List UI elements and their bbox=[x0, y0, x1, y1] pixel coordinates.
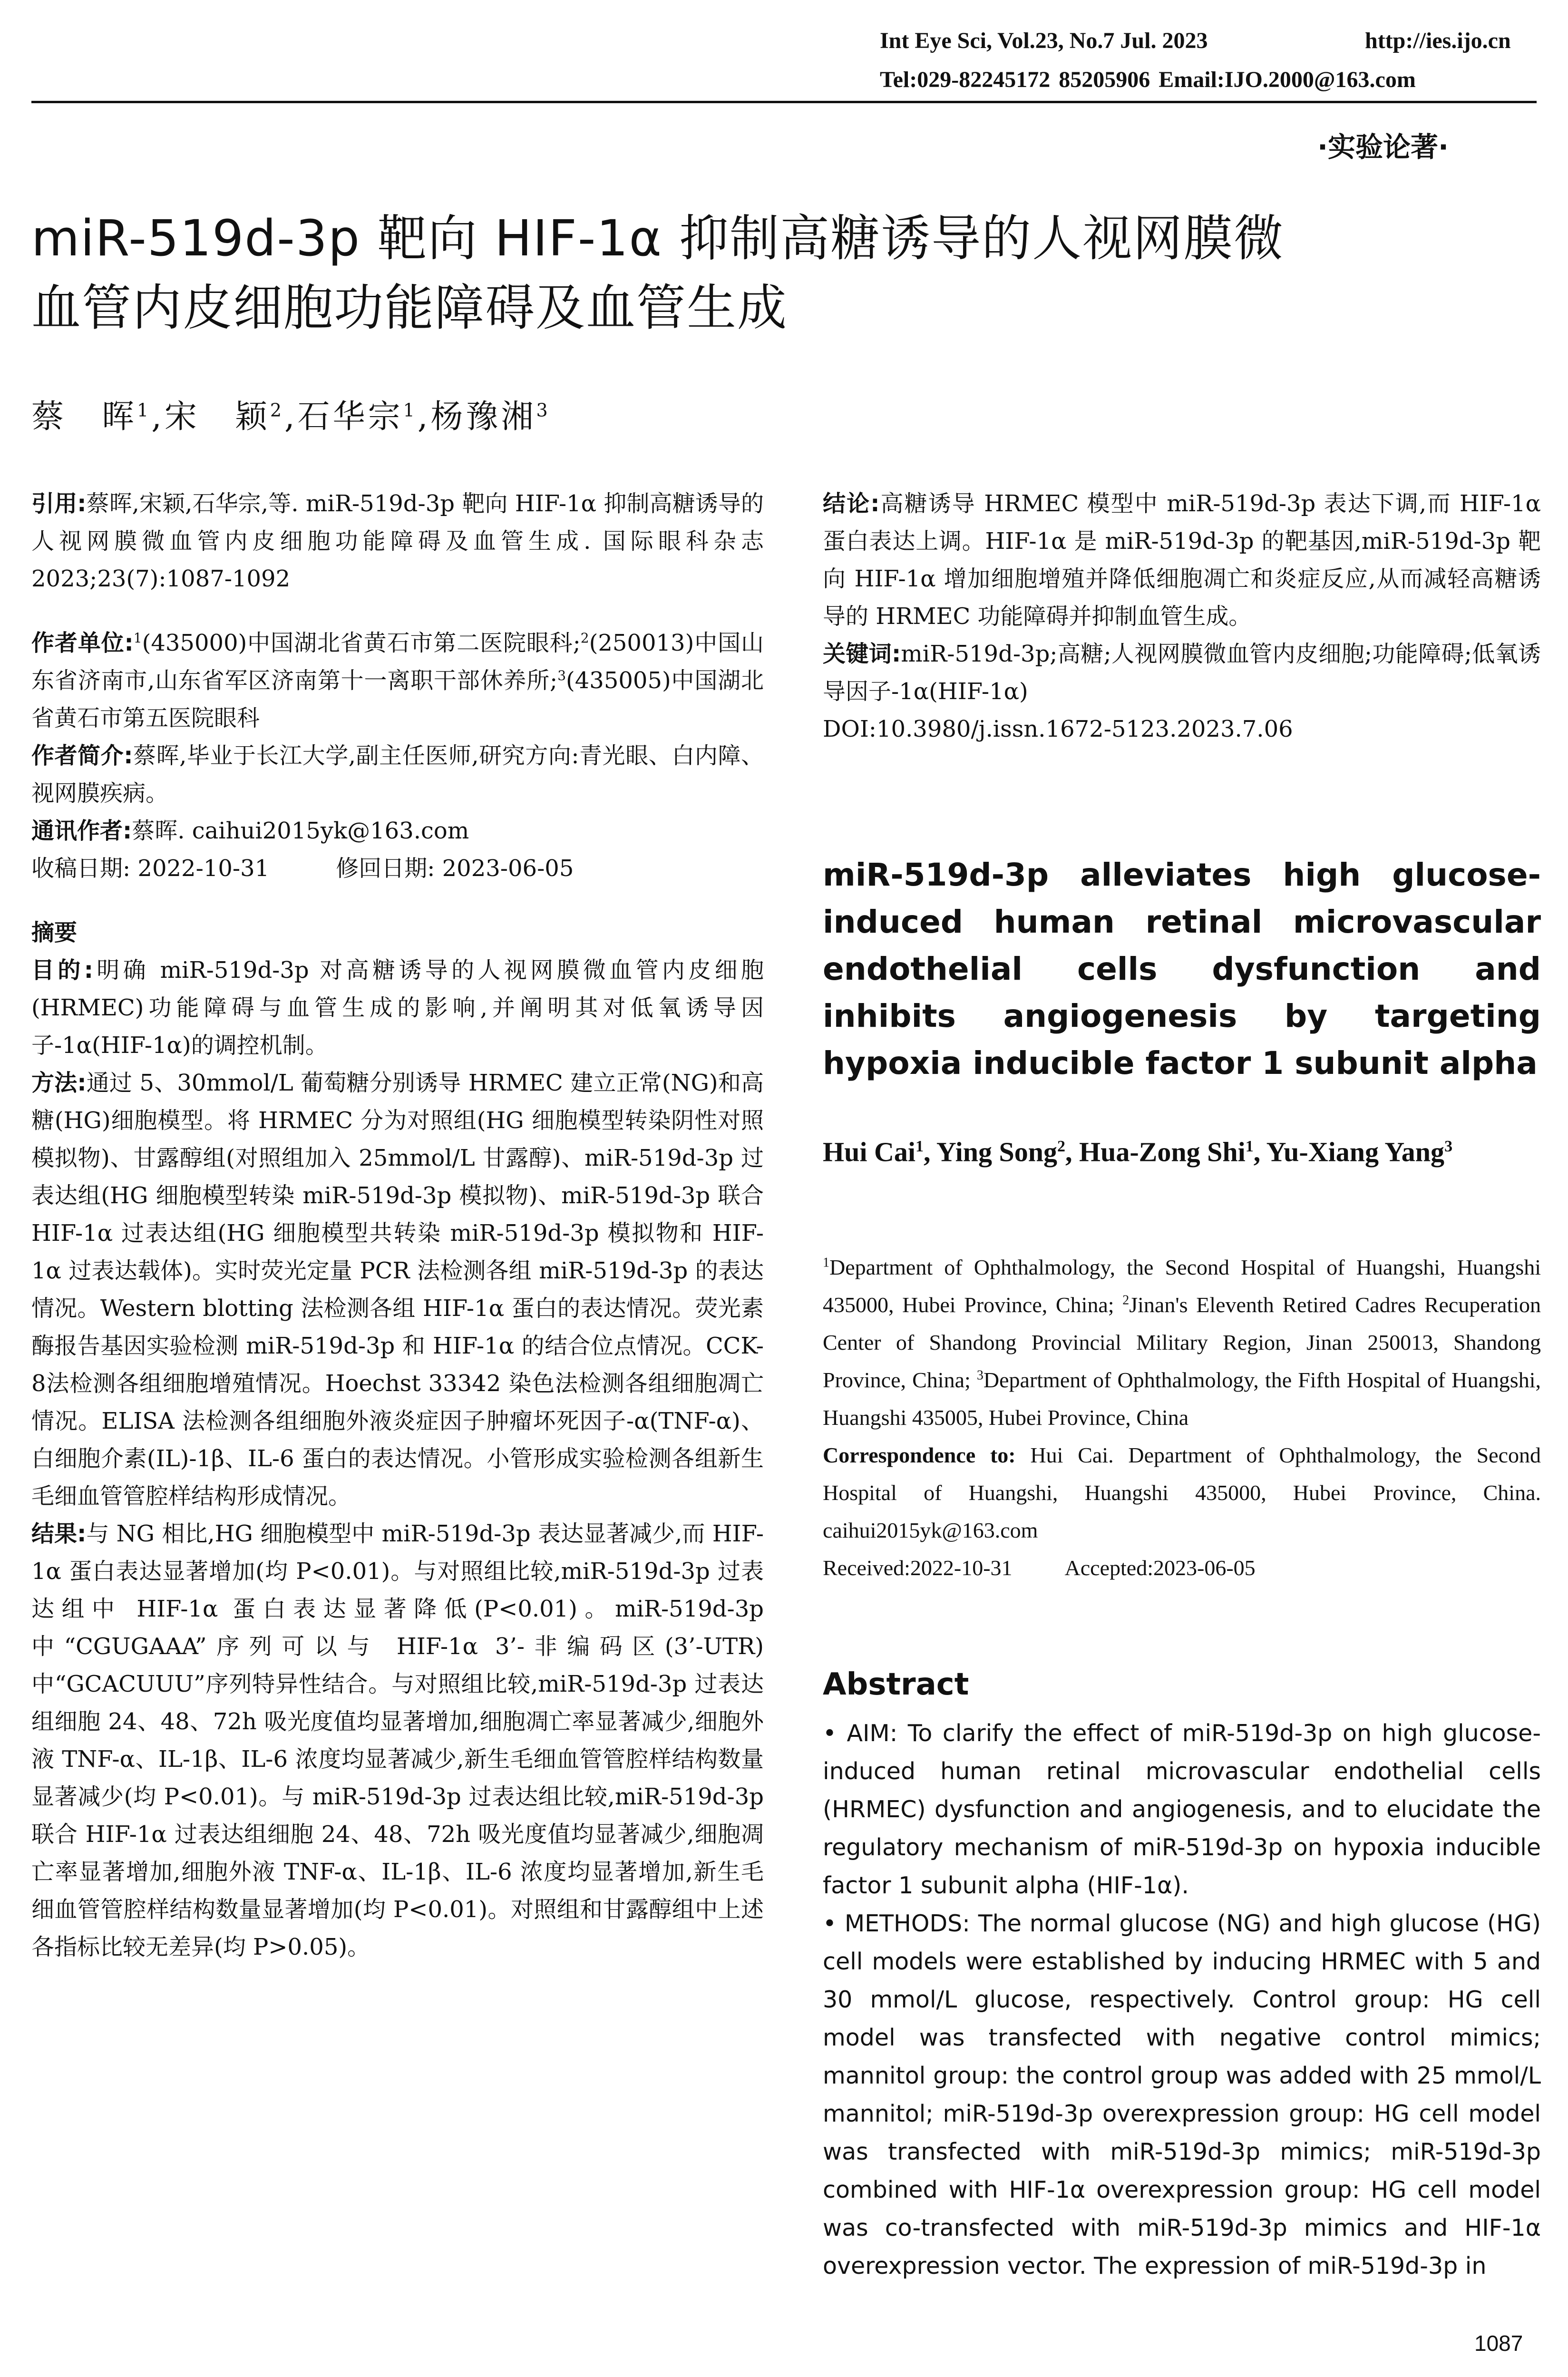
author-bio: 作者简介:蔡晖,毕业于长江大学,副主任医师,研究方向:青光眼、白内障、视网膜疾病。 bbox=[31, 742, 764, 807]
dates: 收稿日期: 2022-10-31 修回日期: 2023-06-05 bbox=[31, 855, 574, 882]
abstract-results: 结果:与 NG 相比,HG 细胞模型中 miR-519d-3p 表达显著减少,而 HIF-1α 蛋白表达显著增加(均 P<0.01)。与对照组比较,miR-519d-3p 过表达组中 HIF-1α 蛋白表达显著降低(P<0.01)。miR-519d-3p 中“CGUGAAA”序列可以与 HIF-1α 3’-非编码区(3’-UTR)中“GCACUUU”序列特异性结合。与对照组比较,miR-519d-3p 过表达组细胞 24、48、72h 吸光度值均显著增加,细胞凋亡率显著减少,细胞外液 TNF-α、IL-1β、IL-6 浓度均显著减少,新生毛细血管管腔样结构数量显著减少(均 P<0.01)。与 miR-519d-3p 过表达组比较,miR-519d-3p 联合 HIF-1α 过表达组细胞 24、48、72h 吸光度值均显著减少,细胞凋亡率显著增加,细胞外液 TNF-α、IL-1β、IL-6 浓度均显著增加,新生毛细血管管腔样结构数量显著增加(均 P<0.01)。对照组和甘露醇组中上述各指标比较无差异(均 P>0.05)。 bbox=[31, 1520, 764, 1960]
author-name: 杨豫湘 bbox=[430, 398, 536, 436]
english-abstract-heading: Abstract bbox=[823, 1667, 969, 1702]
citation: 引用:蔡晖,宋颖,石华宗,等. miR-519d-3p 靶向 HIF-1α 抑制高糖诱导的人视网膜微血管内皮细胞功能障碍及血管生成. 国际眼科杂志 2023;23(7):1087-1092 bbox=[31, 490, 764, 592]
english-methods: • METHODS: The normal glucose (NG) and high glucose (HG) cell models were established by inducing HRMEC with 5 and 30 mmol/L glucose, respectively. Control group: HG cell model was transfected with negative control mimics; mannitol group: the control group was added with 25 mmol/L mannitol; miR-519d-3p overexpression group: HG cell model was transfected with miR-519d-3p mimics; miR-519d-3p combined with HIF-1α overexpression group: HG cell model was co-transfected with miR-519d-3p mimics and HIF-1α overexpression vector. The expression of miR-519d-3p in bbox=[823, 1910, 1541, 2280]
author-affil-mark: 2 bbox=[270, 399, 285, 421]
english-dates: Received:2022-10-31 Accepted:2023-06-05 bbox=[823, 1556, 1256, 1580]
author-list: 蔡 晖$^1$,宋 颖$^2$,石华宗$^1$,杨豫湘$^3$ bbox=[31, 398, 551, 436]
author-name: 宋 颖 bbox=[164, 398, 270, 436]
abstract-conclusion: 结论:高糖诱导 HRMEC 模型中 miR-519d-3p 表达下调,而 HIF-1α 蛋白表达上调。HIF-1α 是 miR-519d-3p 的靶基因,miR-519d-3p 靶向 HIF-1α 增加细胞增殖并降低细胞凋亡和炎症反应,从而减轻高糖诱导的 HRMEC 功能障碍并抑制血管生成。 bbox=[823, 490, 1541, 630]
english-affiliations bbox=[823, 1248, 1541, 1587]
page-number: 1087 bbox=[1474, 2331, 1523, 2356]
corresponding-author: 通讯作者:蔡晖. caihui2015yk@163.com bbox=[31, 818, 469, 844]
author-name: Ying Song bbox=[936, 1136, 1057, 1168]
journal-url: http://ies.ijo.cn bbox=[1365, 28, 1511, 53]
abstract-methods: 方法:通过 5、30mmol/L 葡萄糖分别诱导 HRMEC 建立正常(NG)和高糖(HG)细胞模型。将 HRMEC 分为对照组(HG 细胞模型转染阴性对照模拟物)、甘露醇组(对照组加入 25mmol/L 甘露醇)、miR-519d-3p 过表达组(HG 细胞模型转染 miR-519d-3p 模拟物)、miR-519d-3p 联合 HIF-1α 过表达组(HG 细胞模型共转染 miR-519d-3p 模拟物和 HIF-1α 过表达载体)。实时荧光定量 PCR 法检测各组 miR-519d-3p 的表达情况。Western blotting 法检测各组 HIF-1α 蛋白的表达情况。荧光素酶报告基因实验检测 miR-519d-3p 和 HIF-1α 的结合位点情况。CCK-8法检测各组细胞增殖情况。Hoechst 33342 染色法检测各组细胞凋亡情况。ELISA 法检测各组细胞外液炎症因子肿瘤坏死因子-α(TNF-α)、白细胞介素(IL)-1β、IL-6 蛋白的表达情况。小管形成实验检测各组新生毛细血管管腔样结构形成情况。 bbox=[31, 1070, 764, 1510]
right-column-cn bbox=[823, 485, 1541, 748]
section-tag: ·实验论著· bbox=[1317, 131, 1449, 163]
header-rule bbox=[31, 101, 1537, 103]
author-name: Hui Cai bbox=[823, 1136, 915, 1168]
author-affil-mark: 1 bbox=[137, 399, 152, 421]
english-abstract-body bbox=[823, 1715, 1541, 2285]
title-line-2: 血管内皮细胞功能障碍及血管生成 bbox=[31, 279, 788, 337]
author-name: Hua-Zong Shi bbox=[1079, 1136, 1246, 1168]
keywords: 关键词:miR-519d-3p;高糖;人视网膜微血管内皮细胞;功能障碍;低氧诱导因子-1α(HIF-1α) bbox=[823, 641, 1541, 705]
affiliation-list: $^1$Department of Ophthalmology, the Second Hospital of Huangshi, Huangshi 435000, Hubei Province, China; $^2$Jinan's Eleventh Retired Cadres Recuperation Center of Shandong Provincial Military Region, Jinan 250013, Shandong Province, China; $^3$Department of Ophthalmology, the Fifth Hospital of Huangshi, Huangshi 435005, Hubei Province, China bbox=[823, 1255, 1541, 1430]
doi: DOI:10.3980/j.issn.1672-5123.2023.7.06 bbox=[823, 716, 1293, 742]
left-column bbox=[31, 485, 764, 1966]
author-affil-mark: 1 bbox=[403, 399, 418, 421]
english-aim: • AIM: To clarify the effect of miR-519d-3p on high glucose-induced human retinal microvascular endothelial cells (HRMEC) dysfunction and angiogenesis, and to elucidate the regulatory mechanism of miR-519d-3p on hypoxia inducible factor 1 subunit alpha (HIF-1α). bbox=[823, 1720, 1541, 1899]
author-name: Yu-Xiang Yang bbox=[1266, 1136, 1445, 1168]
abstract-heading: 摘要 bbox=[31, 919, 78, 946]
english-author-list: Hui Cai$^1$, Ying Song$^2$, Hua-Zong Shi$^1$, Yu-Xiang Yang$^3$ bbox=[823, 1136, 1453, 1168]
author-name: 蔡 晖 bbox=[31, 398, 137, 436]
english-title: miR-519d-3p alleviates high glucose-induced human retinal microvascular endothelial cells dysfunction and inhibits angiogenesis by targeting hypoxia inducible factor 1 subunit alpha bbox=[823, 857, 1541, 1081]
article-title bbox=[31, 204, 1544, 342]
author-affil-mark: 3 bbox=[536, 399, 551, 421]
abstract-aim: 目的:明确 miR-519d-3p 对高糖诱导的人视网膜微血管内皮细胞(HRMEC)功能障碍与血管生成的影响,并阐明其对低氧诱导因子-1α(HIF-1α)的调控机制。 bbox=[31, 957, 764, 1059]
title-line-1: miR-519d-3p 靶向 HIF-1α 抑制高糖诱导的人视网膜微 bbox=[31, 209, 1285, 267]
english-correspondence: Correspondence to: Hui Cai. Department of Ophthalmology, the Second Hospital of Huangshi, Huangshi 435000, Hubei Province, China. caihui2015yk@163.com bbox=[823, 1443, 1541, 1542]
journal-contact: Tel:029-82245172 85205906 Email:IJO.2000@163.com bbox=[880, 67, 1416, 92]
author-units: 作者单位:$^1$(435000)中国湖北省黄石市第二医院眼科;$^2$(250013)中国山东省济南市,山东省军区济南第十一离职干部休养所;$^3$(435005)中国湖北省黄石市第五医院眼科 bbox=[31, 630, 764, 731]
author-name: 石华宗 bbox=[297, 398, 403, 436]
journal-info: Int Eye Sci, Vol.23, No.7 Jul. 2023 bbox=[880, 28, 1208, 53]
